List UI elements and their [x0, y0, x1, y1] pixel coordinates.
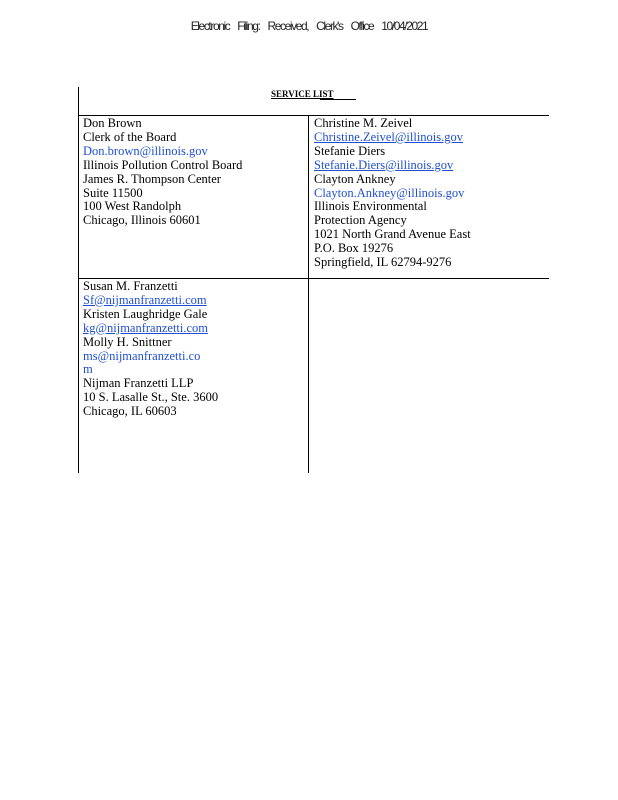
address-line: 1021 North Grand Avenue East	[314, 227, 471, 242]
service-list-title: SERVICE LIST	[271, 89, 334, 99]
title-underline-rule	[320, 99, 356, 100]
address-line: 100 West Randolph	[83, 199, 182, 214]
address-line: Suite 11500	[83, 185, 143, 200]
contact-name: Kristen Laughridge Gale	[83, 306, 208, 321]
table-center-divider	[308, 115, 309, 473]
service-entry-iepa	[314, 117, 471, 270]
email-link-continuation[interactable]: m	[83, 362, 93, 377]
service-entry-nijman-franzetti	[83, 280, 218, 419]
contact-name: Christine M. Zeivel	[314, 116, 413, 130]
organization: Illinois Environmental	[314, 199, 427, 214]
email-link[interactable]: Don.brown@illinois.gov	[83, 143, 208, 158]
contact-title: Clerk of the Board	[83, 129, 177, 144]
table-left-border	[78, 87, 79, 473]
address-line: P.O. Box 19276	[314, 241, 394, 256]
address-line: Chicago, Illinois 60601	[83, 213, 201, 228]
contact-name: Susan M. Franzetti	[83, 279, 178, 293]
organization: Illinois Pollution Control Board	[83, 157, 243, 172]
email-link[interactable]: ms@nijmanfranzetti.co	[83, 348, 201, 363]
email-link[interactable]: kg@nijmanfranzetti.com	[83, 320, 209, 335]
contact-name: Molly H. Snittner	[83, 334, 172, 349]
contact-name: Stefanie Diers	[314, 143, 386, 158]
service-entry-clerk	[83, 117, 242, 228]
address-line: Chicago, IL 60603	[83, 404, 177, 419]
address-line: Springfield, IL 62794-9276	[314, 255, 452, 270]
organization: Protection Agency	[314, 213, 407, 228]
email-link[interactable]: Sf@nijmanfranzetti.com	[83, 292, 207, 307]
email-link[interactable]: Christine.Zeivel@illinois.gov	[314, 129, 463, 144]
contact-name: Don Brown	[83, 116, 142, 130]
organization: Nijman Franzetti LLP	[83, 376, 194, 391]
contact-name: Clayton Ankney	[314, 171, 396, 186]
address-line: James R. Thompson Center	[83, 171, 221, 186]
email-link[interactable]: Stefanie.Diers@illinois.gov	[314, 157, 454, 172]
email-link[interactable]: Clayton.Ankney@illinois.gov	[314, 185, 465, 200]
electronic-filing-stamp: Electronic Filing: Received, Clerk's Office 10/04/2021	[190, 19, 428, 33]
address-line: 10 S. Lasalle St., Ste. 3600	[83, 390, 219, 405]
